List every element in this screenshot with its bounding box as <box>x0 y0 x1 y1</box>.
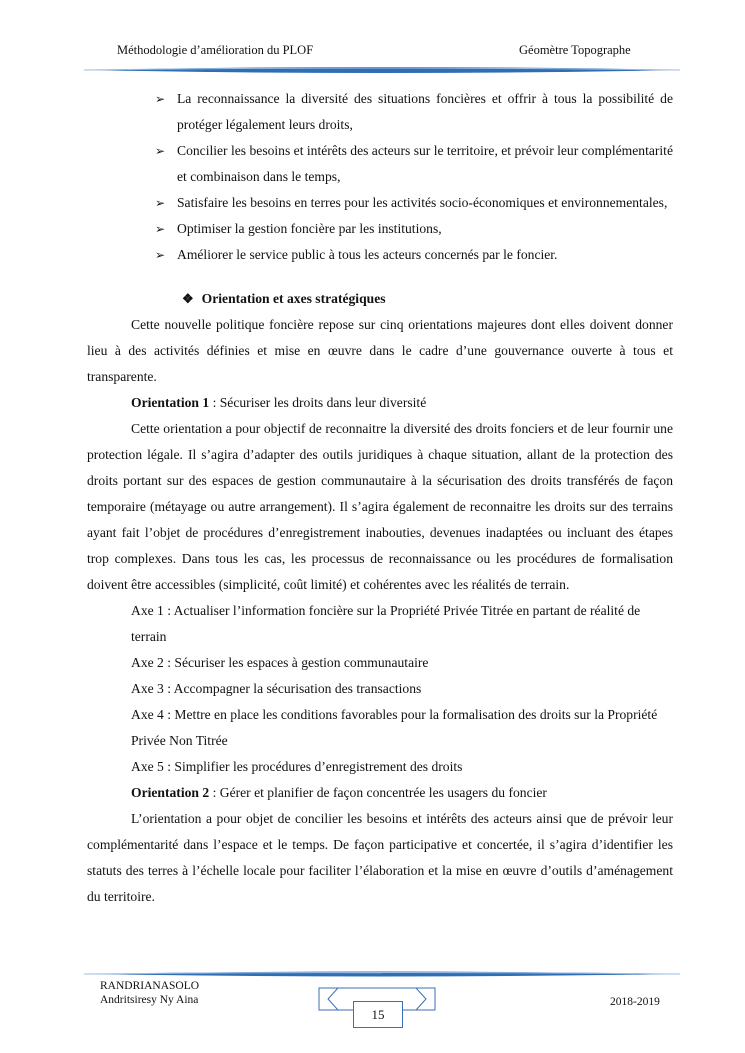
arrow-bullet-icon: ➢ <box>155 196 166 210</box>
document-body <box>87 86 673 910</box>
arrow-bullet-icon: ➢ <box>155 92 166 106</box>
arrow-bullet-icon: ➢ <box>155 144 166 158</box>
orientation-2-heading: Orientation 2 : Gérer et planifier de façon concentrée les usagers du foncier <box>131 785 547 800</box>
axe-item: Axe 5 : Simplifier les procédures d’enregistrement des droits <box>131 759 463 774</box>
diamond-bullet-icon: ❖ <box>182 291 194 306</box>
page-number: 15 <box>353 1001 403 1028</box>
orientation-1-heading: Orientation 1 : Sécuriser les droits dans leur diversité <box>131 395 427 410</box>
axe-item: Axe 3 : Accompagner la sécurisation des transactions <box>131 681 422 696</box>
section-heading: ❖ Orientation et axes stratégiques <box>182 291 386 306</box>
header-title-right: Géomètre Topographe <box>519 43 631 57</box>
bullet-item: ➢ Améliorer le service public à tous les acteurs concernés par le foncier. <box>87 242 673 268</box>
arrow-bullet-icon: ➢ <box>155 248 166 262</box>
header-rule <box>82 62 682 76</box>
bullet-item: ➢ Optimiser la gestion foncière par les institutions, <box>87 216 673 242</box>
footer-year: 2018-2019 <box>610 996 660 1008</box>
bullet-item: ➢ Satisfaire les besoins en terres pour les activités socio-économiques et environnementales, <box>87 190 673 216</box>
intro-paragraph: Cette nouvelle politique foncière repose sur cinq orientations majeures dont elles doivent donner lieu à des activités définies et mise en œuvre dans le cadre d’une gouvernance ouverte à tous et transparente. <box>87 317 673 384</box>
orientation-2-paragraph: L’orientation a pour objet de concilier les besoins et intérêts des acteurs ainsi que de prévoir leur complémentarité dans l’espace et le temps. De façon participative et concertée, il s’agira d’identifier les statuts des terres à l’échelle locale pour faciliter l’élaboration et la mise en œuvre d’outils d’aménagement du territoire. <box>87 811 673 904</box>
orientation-1-paragraph: Cette orientation a pour objectif de reconnaitre la diversité des droits fonciers et de leur fournir une protection légale. Il s’agira d’adapter des outils juridiques à chaque situation, allant de la protection des droits portant sur des espaces de gestion communautaire à la sécurisation des droits transférés de façon temporaire (métayage ou autre arrangement). Il s’agira également de reconnaitre les droits sur des terrains ayant fait l’objet de procédures d’enregistrement inabouties, devenues inadaptées ou incluant des étapes trop complexes. Dans tous les cas, les processus de reconnaissance ou les procédures de formalisation doivent être accessibles (simplicité, coût limité) et cohérentes avec les réalités de terrain. <box>87 421 673 592</box>
arrow-bullet-icon: ➢ <box>155 222 166 236</box>
bullet-item: ➢ La reconnaissance la diversité des situations foncières et offrir à tous la possibilité de protéger légalement leurs droits, <box>87 86 673 138</box>
axe-item: Axe 1 : Actualiser l’information foncière sur la Propriété Privée Titrée en partant de réalité de terrain <box>131 603 641 644</box>
bullet-item: ➢ Concilier les besoins et intérêts des acteurs sur le territoire, et prévoir leur complémentarité et combinaison dans le temps, <box>87 138 673 190</box>
axe-item: Axe 4 : Mettre en place les conditions favorables pour la formalisation des droits sur la Propriété Privée Non Titrée <box>131 707 658 748</box>
axe-item: Axe 2 : Sécuriser les espaces à gestion communautaire <box>131 655 429 670</box>
footer-author: RANDRIANASOLO Andritsiresy Ny Aina <box>100 980 200 1006</box>
header-title-left: Méthodologie d’amélioration du PLOF <box>117 43 314 57</box>
